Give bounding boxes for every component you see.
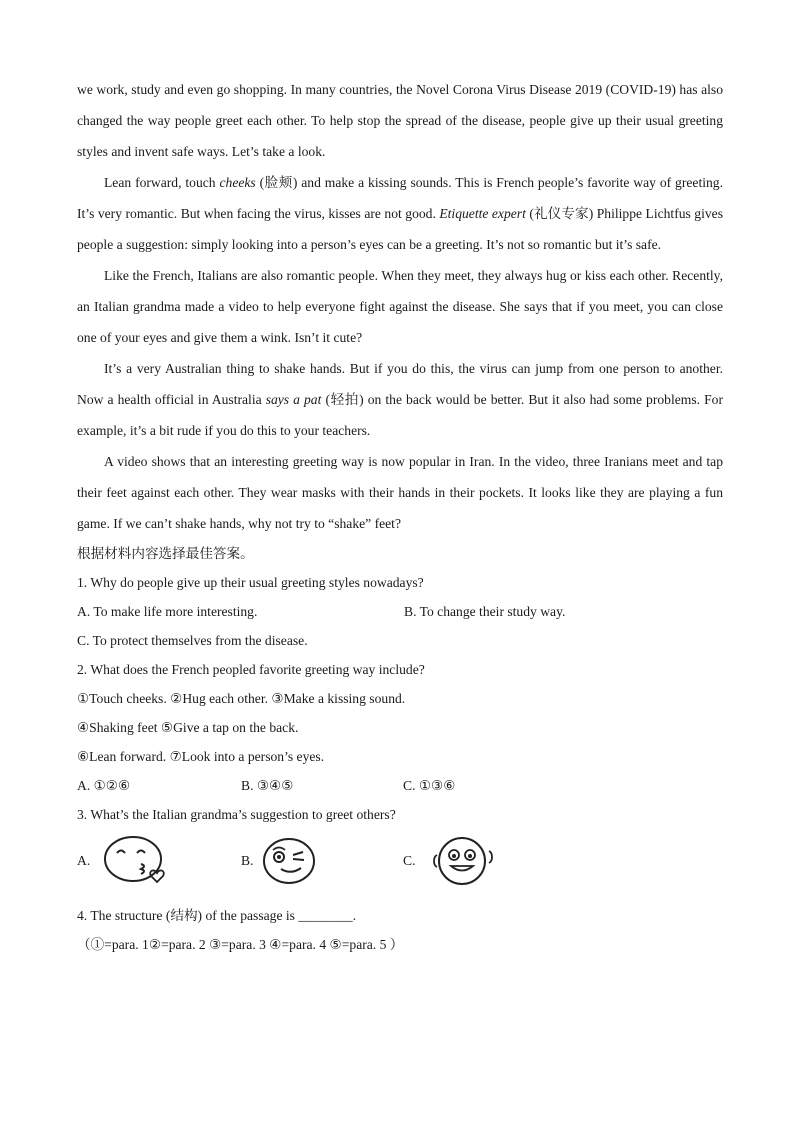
passage-text: (脸颊) and make a kissing sounds. This is French people’s favorite way of greeting. It’s very romantic. But when facing the virus, kisses are not good. [77, 175, 723, 221]
question-3-option-c: C. [403, 853, 416, 868]
question-2-options-row [77, 771, 723, 800]
italic-term: says a pat [265, 392, 322, 407]
question-1-option-a: A. To make life more interesting. [77, 604, 258, 619]
spacer [77, 891, 723, 901]
italic-term: cheeks [219, 175, 256, 190]
winking-face-icon [261, 833, 321, 889]
passage-paragraph-3 [77, 353, 723, 446]
question-2-choices-line-3: ⑥Lean forward. ⑦Look into a person’s eyes. [77, 749, 325, 764]
question-1-options-row [77, 597, 723, 626]
passage-paragraph-1 [77, 167, 723, 260]
question-3-option-b: B. [241, 853, 254, 868]
question-3-stem: 3. What’s the Italian grandma’s suggestion to greet others? [77, 807, 396, 822]
passage-text: It’s a very Australian thing to shake hands. But if you do this, the virus can jump from one person to another. Now a health official in Australia [77, 361, 723, 407]
document-page [77, 74, 723, 959]
passage-text: we work, study and even go shopping. In many countries, the Novel Corona Virus Disease 2019 (COVID-19) has also changed the way people greet each other. To help stop the spread of the disease, people give up their usual greeting styles and invent safe ways. Let’s take a look. [77, 82, 723, 159]
question-2-option-a: A. ①②⑥ [77, 778, 131, 793]
question-1-stem: 1. Why do people give up their usual greeting styles nowadays? [77, 575, 424, 590]
kissing-face-icon [101, 833, 173, 889]
smiling-face-icon [429, 833, 499, 889]
question-4-paragraph-key: （①=para. 1②=para. 2 ③=para. 3 ④=para. 4 ⑤=para. 5 ） [77, 937, 404, 952]
passage-paragraph-0 [77, 74, 723, 167]
passage-text: (礼仪专家) Philippe Lichtfus gives people a suggestion: simply looking into a person’s eyes can be a greeting. It’s not so romantic but it’s safe. [77, 206, 723, 252]
question-2-option-c: C. ①③⑥ [403, 778, 456, 793]
passage-text: Like the French, Italians are also romantic people. When they meet, they always hug or kiss each other. Recently, an Italian grandma made a video to help everyone fight against the disease. She says that if you meet, you can close one of your eyes and give them a wink. Isn’t it cute? [77, 268, 723, 345]
passage-text: Lean forward, touch [104, 175, 220, 190]
italic-term: Etiquette expert [439, 206, 526, 221]
passage-text: A video shows that an interesting greeting way is now popular in Iran. In the video, three Iranians meet and tap their feet against each other. They wear masks with their hands in their pockets. It looks like they are playing a fun game. If we can’t shake hands, why not try to “shake” feet? [77, 454, 723, 531]
question-2-choices-line-2: ④Shaking feet ⑤Give a tap on the back. [77, 720, 299, 735]
question-1-option-c: C. To protect themselves from the disease. [77, 633, 308, 648]
question-2-stem: 2. What does the French peopled favorite greeting way include? [77, 662, 425, 677]
question-4-stem: 4. The structure (结构) of the passage is ________. [77, 908, 357, 923]
instruction: 根据材料内容选择最佳答案。 [77, 546, 254, 561]
passage-text: (轻拍) on the back would be better. But it also had some problems. For example, it’s a bit rude if you do this to your teachers. [77, 392, 723, 438]
question-3-option-a: A. [77, 853, 91, 868]
question-2-option-b: B. ③④⑤ [241, 778, 294, 793]
passage-paragraph-2 [77, 260, 723, 353]
question-3-options-row [77, 833, 723, 891]
question-2-choices-line-1: ①Touch cheeks. ②Hug each other. ③Make a kissing sound. [77, 691, 406, 706]
passage-paragraph-4 [77, 446, 723, 539]
question-1-option-b: B. To change their study way. [404, 604, 566, 619]
